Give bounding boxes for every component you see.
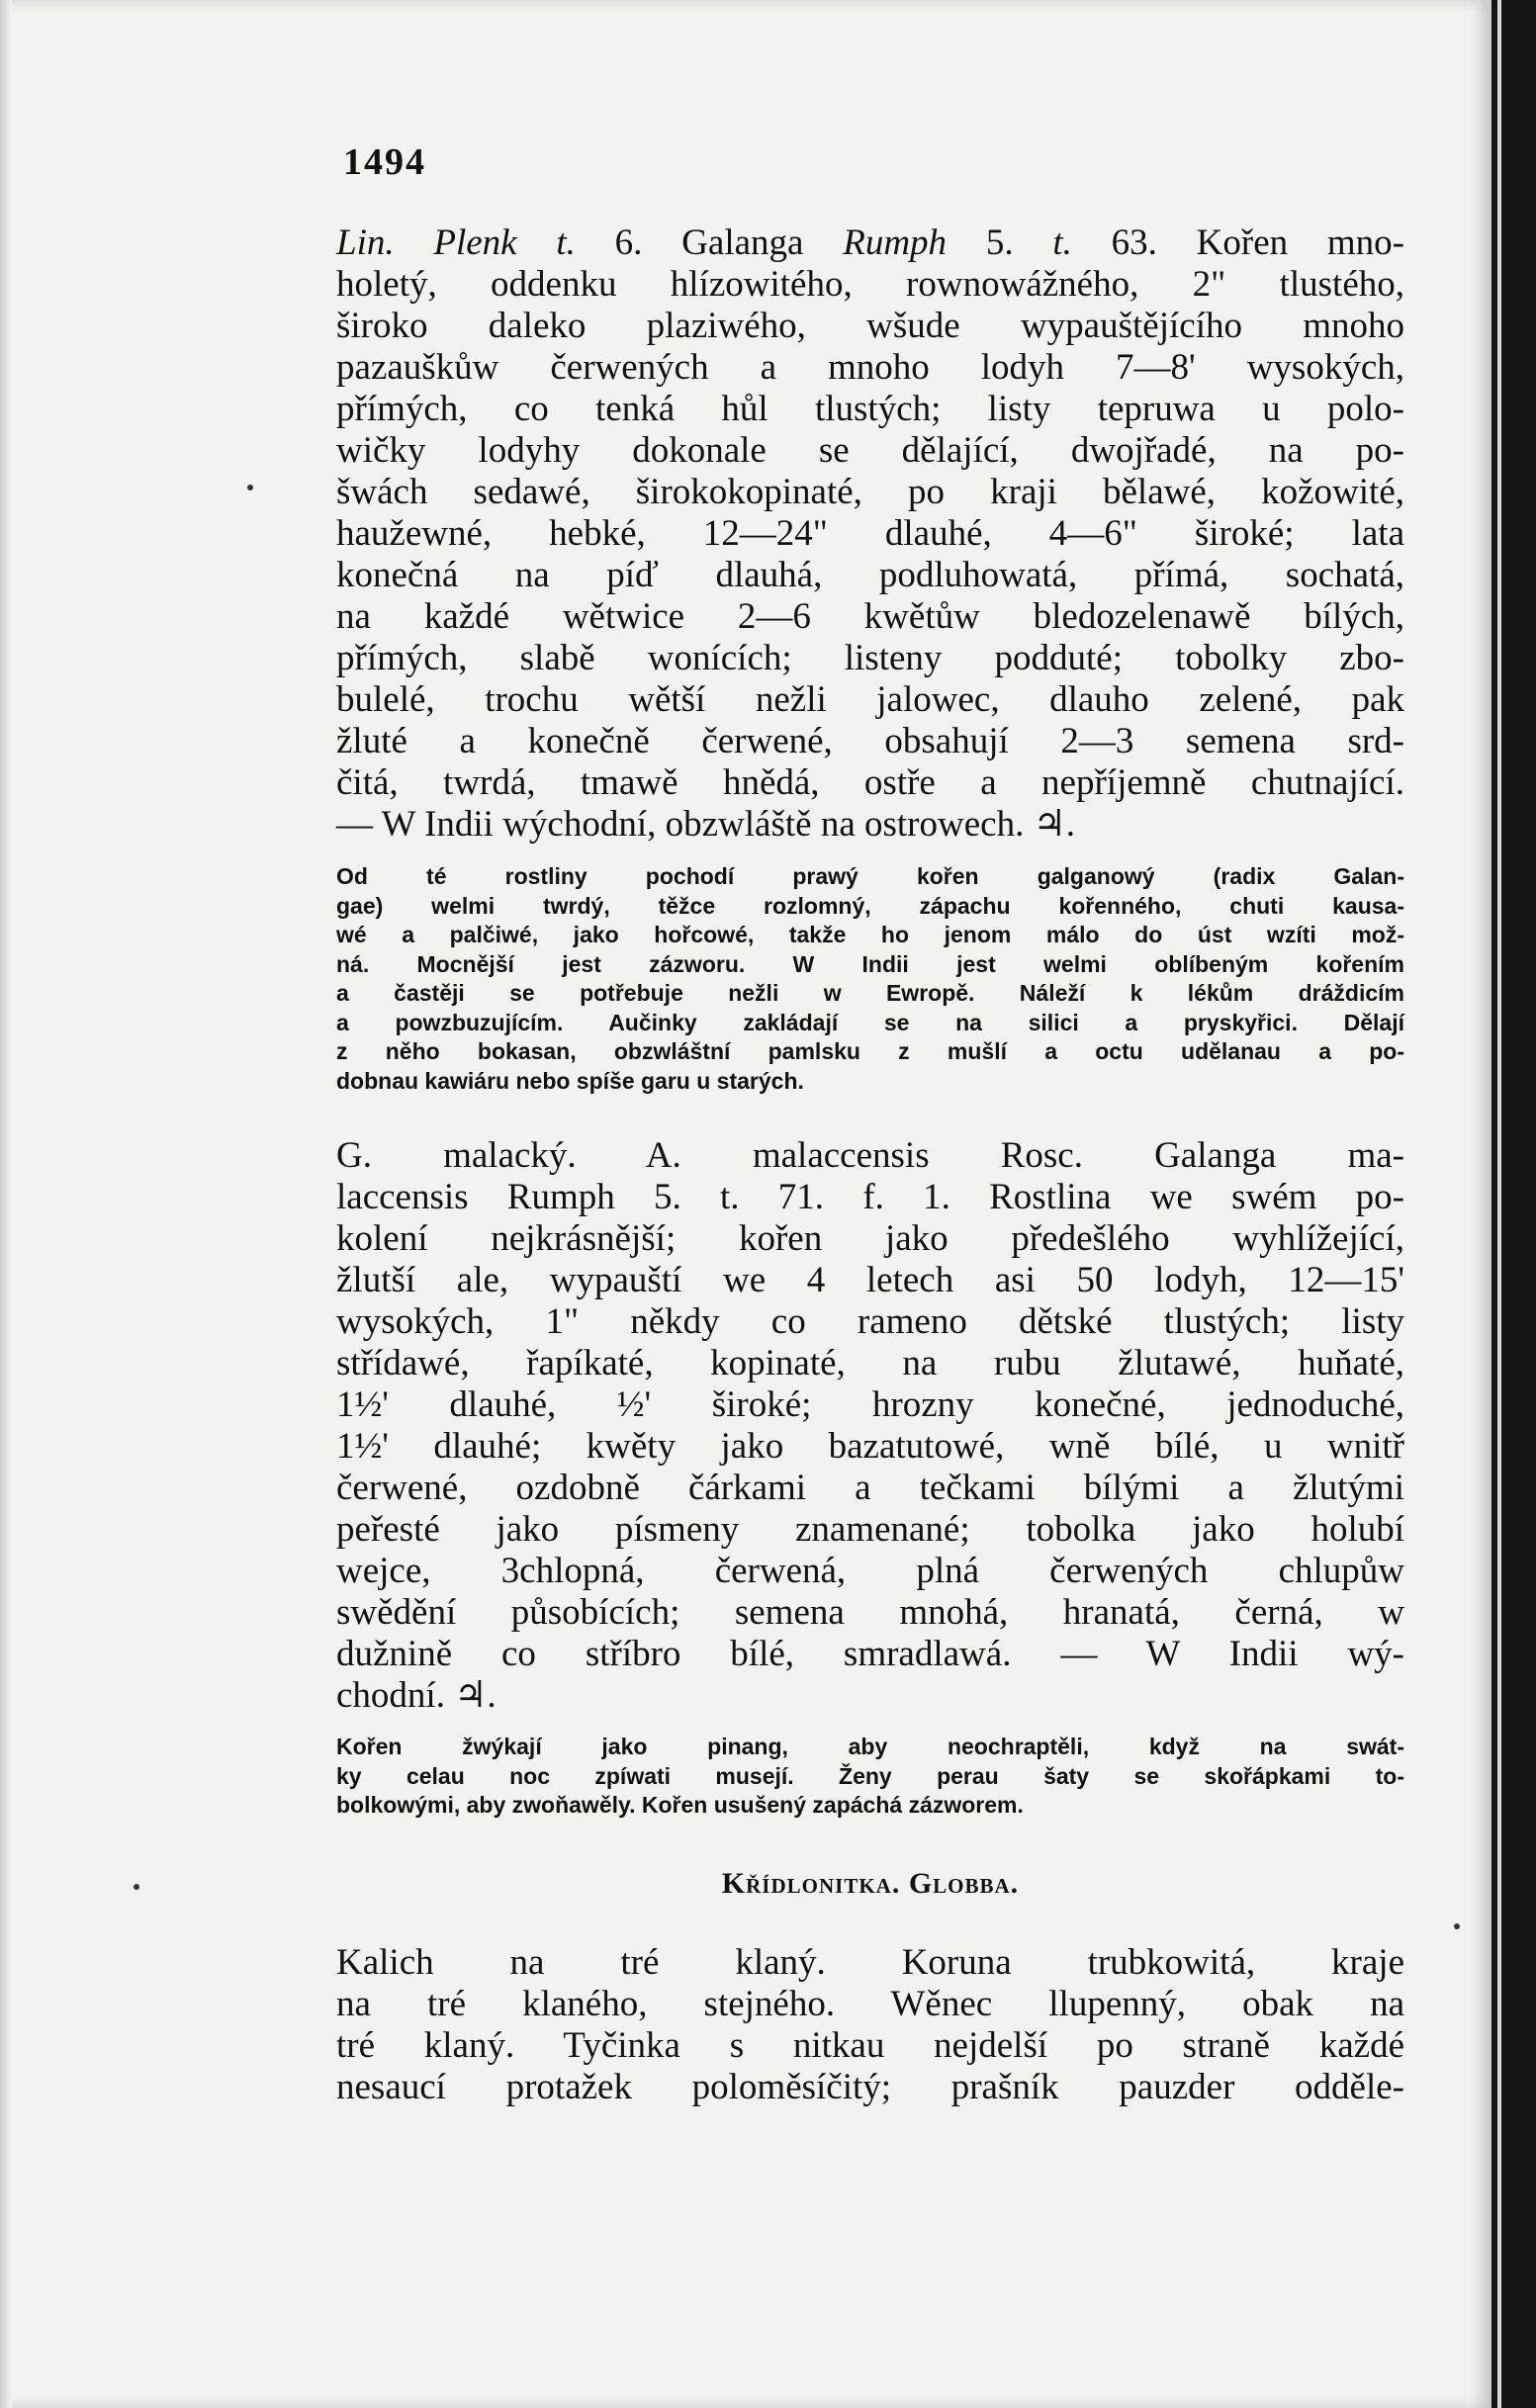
note-line: dobnau kawiáru nebo spíše garu u starých. bbox=[336, 1067, 804, 1094]
note-line: ky celau noc zpíwati musejí. Ženy perau šaty se skořápkami to- bbox=[336, 1762, 1404, 1789]
text-line: chodní. ♃. bbox=[336, 1675, 497, 1716]
print-speck bbox=[134, 1884, 139, 1890]
text-line: haužewné, hebké, 12—24" dlauhé, 4—6" široké; lata bbox=[336, 513, 1404, 554]
note-galanga bbox=[336, 862, 1404, 1096]
paragraph-globba bbox=[336, 1942, 1404, 2108]
page-edge-line bbox=[1497, 0, 1501, 2408]
note-line: Od té rostliny pochodí prawý kořen galganowý (radix Galan- bbox=[336, 863, 1404, 889]
text-line: wičky lodyhy dokonale se dělající, dwojřadé, na po- bbox=[336, 430, 1404, 471]
text-line: konečná na píď dlauhá, podluhowatá, přímá, sochatá, bbox=[336, 555, 1404, 595]
paragraph-galanga bbox=[336, 223, 1404, 846]
note-line: a častěji se potřebuje nežli w Ewropě. Náleží k lékům dráždicím bbox=[336, 980, 1404, 1006]
text-line: nesaucí protažek poloměsíčitý; prašník pauzder odděle- bbox=[336, 2067, 1404, 2107]
text-line: wysokých, 1" někdy co rameno dětské tlustých; listy bbox=[336, 1301, 1404, 1342]
text-line: 1½' dlauhé, ½' široké; hrozny konečné, jednoduché, bbox=[336, 1384, 1404, 1425]
text-line: čitá, twrdá, tmawě hnědá, ostře a nepříjemně chutnající. bbox=[336, 762, 1404, 803]
note-line: Kořen žwýkají jako pinang, aby neochraptěli, když na swát- bbox=[336, 1734, 1404, 1759]
page-number: 1494 bbox=[343, 141, 426, 183]
note-line: wé a palčiwé, jako hořcowé, takže ho jenom málo do úst wzíti mož- bbox=[336, 922, 1404, 947]
text-line: čerwené, ozdobně čárkami a tečkami bílými a žlutými bbox=[336, 1468, 1404, 1508]
section-heading: Křídlonitka. Globba. bbox=[721, 1867, 1020, 1900]
text-line: holetý, oddenku hlízowitého, rownowážného, 2" tlustého, bbox=[336, 264, 1404, 305]
print-speck bbox=[1454, 1923, 1460, 1929]
text-line: Kalich na tré klaný. Koruna trubkowitá, kraje bbox=[336, 1942, 1404, 1983]
text-line: přímých, slabě wonících; listeny podduté; tobolky zbo- bbox=[336, 638, 1404, 678]
text-line: žlutší ale, wypauští we 4 letech asi 50 lodyh, 12—15' bbox=[336, 1260, 1404, 1300]
note-line: gae) welmi twrdý, těžce rozlomný, zápachu kořenného, chuti kausa- bbox=[336, 892, 1404, 919]
note-malaccensis bbox=[336, 1733, 1404, 1821]
text-line: G. malacký. A. malaccensis Rosc. Galanga ma- bbox=[336, 1135, 1404, 1176]
note-line: z něho bokasan, obzwláštní pamlsku z mušlí a octu udělanau a po- bbox=[336, 1038, 1404, 1064]
text-line: přímých, co tenká hůl tlustých; listy tepruwa u polo- bbox=[336, 389, 1404, 429]
text-line: peřesté jako písmeny znamenané; tobolka jako holubí bbox=[336, 1509, 1404, 1550]
text-line: široko daleko plaziwého, wšude wypauštějícího mnoho bbox=[336, 306, 1404, 346]
text-line: — W Indii wýchodní, obzwláště na ostrowech. ♃. bbox=[336, 804, 1075, 845]
scan-right-border bbox=[1491, 0, 1536, 2408]
text-line: kolení nejkrásnější; kořen jako předešlého wyhlížející, bbox=[336, 1218, 1404, 1259]
text-line: 1½' dlauhé; kwěty jako bazatutowé, wně bílé, u wnitř bbox=[336, 1426, 1404, 1467]
note-line: a powzbuzujícím. Aučinky zakládají se na silici a pryskyřici. Dělají bbox=[336, 1009, 1404, 1035]
text-line: dužnině co stříbro bílé, smradlawá. — W Indii wý- bbox=[336, 1634, 1404, 1674]
text-line: na každé wětwice 2—6 kwětůw bledozelenawě bílých, bbox=[336, 596, 1404, 637]
text-line: wejce, 3chlopná, čerwená, plná čerwených chlupůw bbox=[336, 1551, 1404, 1591]
text-line: tré klaný. Tyčinka s nitkau nejdelší po straně každé bbox=[336, 2025, 1404, 2066]
print-speck bbox=[247, 485, 253, 491]
text-line: Lin. Plenk t. 6. Galanga Rumph 5. t. 63. Kořen mno- bbox=[336, 223, 1404, 263]
text-line: laccensis Rumph 5. t. 71. f. 1. Rostlina we swém po- bbox=[336, 1177, 1404, 1217]
text-line: šwách sedawé, širokokopinaté, po kraji bělawé, kožowité, bbox=[336, 472, 1404, 512]
text-line: bulelé, trochu wětší nežli jalowec, dlauho zelené, pak bbox=[336, 679, 1404, 720]
paragraph-malaccensis bbox=[336, 1135, 1404, 1717]
text-line: střídawé, řapíkaté, kopinaté, na rubu žlutawé, huňaté, bbox=[336, 1343, 1404, 1383]
note-line: ná. Mocnější jest zázworu. W Indii jest welmi oblíbeným kořením bbox=[336, 950, 1404, 977]
page-left-edge bbox=[0, 0, 12, 2408]
text-line: swědění působících; semena mnohá, hranatá, černá, w bbox=[336, 1592, 1404, 1633]
text-line: pazauškůw čerwených a mnoho lodyh 7—8' wysokých, bbox=[336, 347, 1404, 388]
text-line: žluté a konečně čerwené, obsahují 2—3 semena srd- bbox=[336, 721, 1404, 761]
note-line: bolkowými, aby zwoňawěly. Kořen usušený zapáchá zázworem. bbox=[336, 1792, 1024, 1818]
text-line: na tré klaného, stejného. Wěnec llupenný, obak na bbox=[336, 1984, 1404, 2024]
